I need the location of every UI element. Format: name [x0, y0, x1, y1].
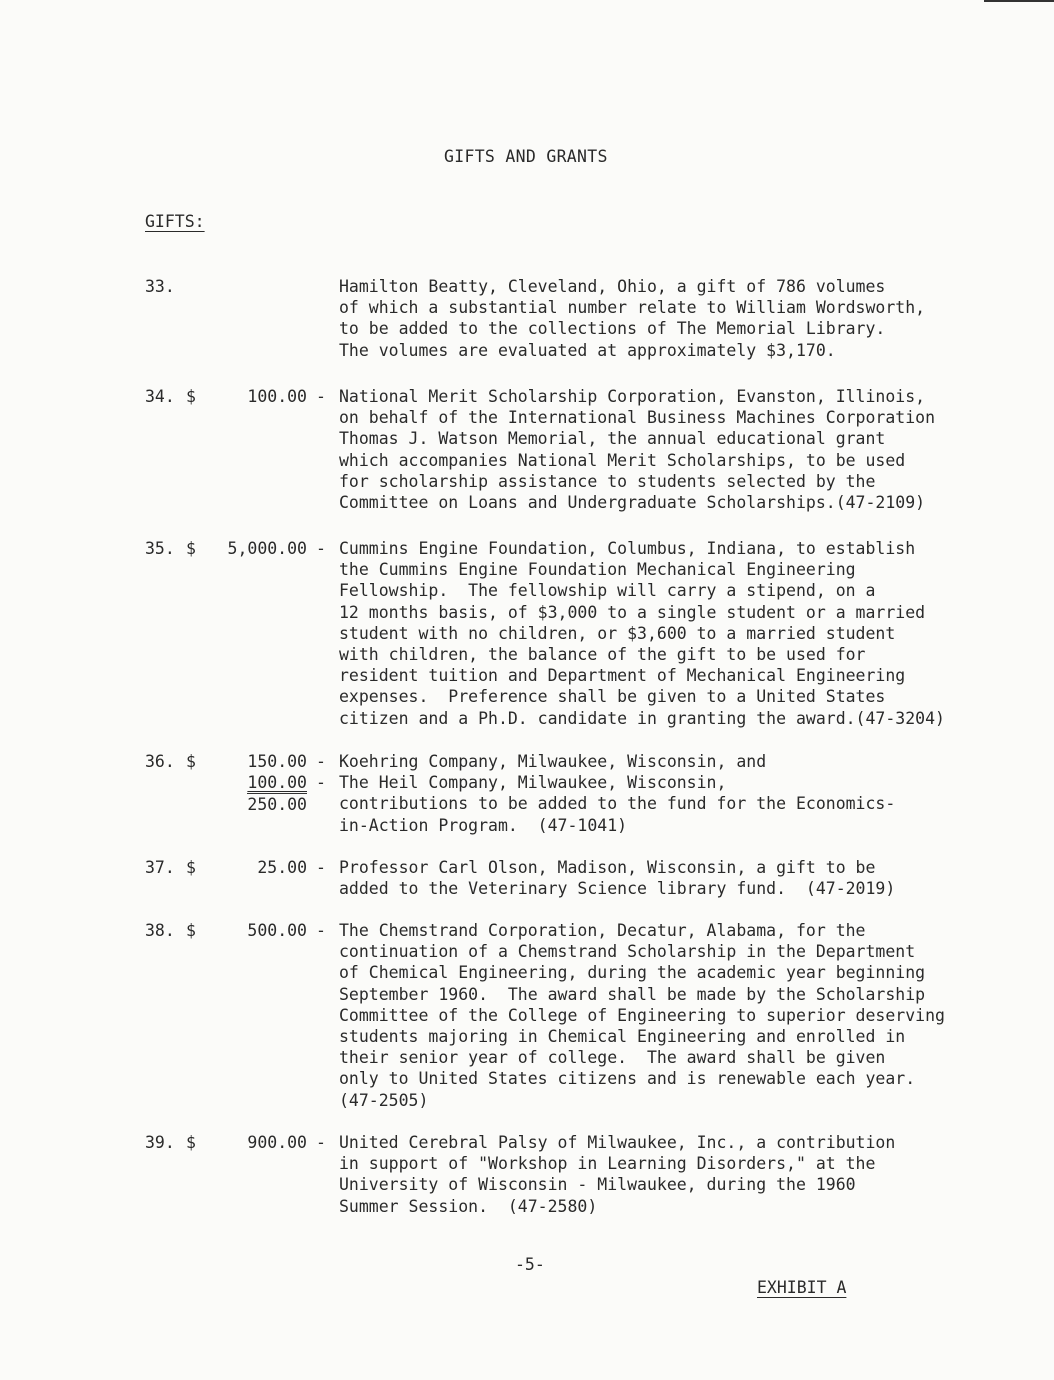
- entry-line: The Heil Company, Milwaukee, Wisconsin,: [339, 773, 727, 793]
- entry-description: [339, 857, 1039, 899]
- entry-line: student with no children, or $3,600 to a married student: [339, 623, 896, 643]
- entry-number: 39.: [145, 1133, 175, 1152]
- dollar-sign: $: [186, 539, 196, 558]
- entry-description: [339, 920, 1039, 1111]
- entry-amount: [247, 386, 307, 407]
- entry-number: 36.: [145, 752, 175, 771]
- entry-line: for scholarship assistance to students selected by the: [339, 471, 876, 491]
- amount-value: 900.00: [247, 1133, 307, 1152]
- entry-line: Cummins Engine Foundation, Columbus, Indiana, to establish: [339, 539, 916, 558]
- amount-value: 150.00: [247, 752, 307, 771]
- entry-line: Hamilton Beatty, Cleveland, Ohio, a gift of 786 volumes: [339, 277, 886, 296]
- entry-line: resident tuition and Department of Mechanical Engineering: [339, 666, 906, 686]
- page-number: -5-: [515, 1255, 545, 1274]
- entry-dash: -: [316, 387, 326, 406]
- entry-description: [339, 751, 1039, 836]
- entry-amount: [257, 857, 307, 878]
- entry-line: on behalf of the International Business Machines Corporation: [339, 408, 936, 428]
- entry-amount: [228, 538, 307, 559]
- entry-number: 33.: [145, 277, 175, 296]
- entry-line: Koehring Company, Milwaukee, Wisconsin, and: [339, 752, 767, 771]
- amount-value: 100.00: [247, 773, 307, 793]
- entry-line: 12 months basis, of $3,000 to a single student or a married: [339, 602, 926, 622]
- entry-line: with children, the balance of the gift to be used for: [339, 645, 866, 665]
- entry-description: [339, 386, 1039, 513]
- entry-dash: -: [316, 921, 326, 940]
- entry-line: Thomas J. Watson Memorial, the annual educational grant: [339, 429, 886, 449]
- entry-line: in support of "Workshop in Learning Disorders," at the: [339, 1154, 876, 1174]
- exhibit-label: EXHIBIT A: [757, 1278, 847, 1297]
- entry-line: the Cummins Engine Foundation Mechanical Engineering: [339, 560, 856, 580]
- entry-line: The volumes are evaluated at approximately $3,170.: [339, 340, 836, 360]
- section-heading-gifts: GIFTS:: [145, 212, 205, 231]
- entry-description: [339, 538, 1039, 729]
- entry-line: September 1960. The award shall be made by the Scholarship: [339, 984, 926, 1004]
- entry-line: Professor Carl Olson, Madison, Wisconsin, a gift to be: [339, 858, 876, 877]
- entry-line: (47-2505): [339, 1090, 429, 1110]
- corner-rule: [984, 0, 1054, 2]
- entry-description: [339, 276, 1039, 361]
- entry-description: [339, 1132, 1039, 1217]
- entry-line: Summer Session. (47-2580): [339, 1196, 598, 1216]
- entry-dash: -: [316, 752, 326, 771]
- page-title: GIFTS AND GRANTS: [444, 147, 608, 166]
- entry-line: citizen and a Ph.D. candidate in granting the award.(47-3204): [339, 708, 945, 728]
- amount-value: 5,000.00: [227, 539, 307, 558]
- amount-value: 25.00: [257, 858, 307, 877]
- entry-line: in-Action Program. (47-1041): [339, 815, 628, 835]
- amount-value: 100.00: [247, 387, 307, 406]
- entry-number: 38.: [145, 921, 175, 940]
- entry-line: only to United States citizens and is renewable each year.: [339, 1069, 916, 1089]
- entry-line: their senior year of college. The award shall be given: [339, 1048, 886, 1068]
- entry-number: 34.: [145, 387, 175, 406]
- entry-line: United Cerebral Palsy of Milwaukee, Inc., a contribution: [339, 1133, 896, 1152]
- entry-line: contributions to be added to the fund for the Economics-: [339, 794, 896, 814]
- entry-amount: [247, 1132, 307, 1153]
- entry-dash: -: [316, 1133, 326, 1152]
- dollar-sign: $: [186, 1133, 196, 1152]
- entry-dash: -: [316, 539, 326, 558]
- entry-line: Committee of the College of Engineering to superior deserving: [339, 1005, 945, 1025]
- entry-line: expenses. Preference shall be given to a United States: [339, 687, 886, 707]
- dollar-sign: $: [186, 858, 196, 877]
- entry-line: to be added to the collections of The Memorial Library.: [339, 319, 886, 339]
- entry-line: University of Wisconsin - Milwaukee, during the 1960: [339, 1175, 856, 1195]
- entry-line: students majoring in Chemical Engineering and enrolled in: [339, 1027, 906, 1047]
- entry-line: of which a substantial number relate to William Wordsworth,: [339, 298, 926, 318]
- dollar-sign: $: [186, 752, 196, 771]
- entry-dash: -: [316, 858, 326, 877]
- amount-total: 250.00: [247, 795, 307, 815]
- entry-line: of Chemical Engineering, during the academic year beginning: [339, 963, 926, 983]
- entry-line: continuation of a Chemstrand Scholarship in the Department: [339, 942, 916, 962]
- entry-line: added to the Veterinary Science library fund. (47-2019): [339, 879, 896, 899]
- entry-amounts-stack: [247, 751, 307, 816]
- entry-line: The Chemstrand Corporation, Decatur, Alabama, for the: [339, 921, 866, 940]
- dollar-sign: $: [186, 387, 196, 406]
- entry-number: 37.: [145, 858, 175, 877]
- entry-line: Fellowship. The fellowship will carry a stipend, on a: [339, 581, 876, 601]
- entry-line: National Merit Scholarship Corporation, Evanston, Illinois,: [339, 387, 926, 406]
- entry-amount: [247, 920, 307, 941]
- amount-value: 500.00: [247, 921, 307, 940]
- entry-number: 35.: [145, 539, 175, 558]
- entry-dash: -: [316, 773, 326, 793]
- dollar-sign: $: [186, 921, 196, 940]
- entry-line: Committee on Loans and Undergraduate Scholarships.(47-2109): [339, 493, 926, 513]
- entry-line: which accompanies National Merit Scholarships, to be used: [339, 450, 906, 470]
